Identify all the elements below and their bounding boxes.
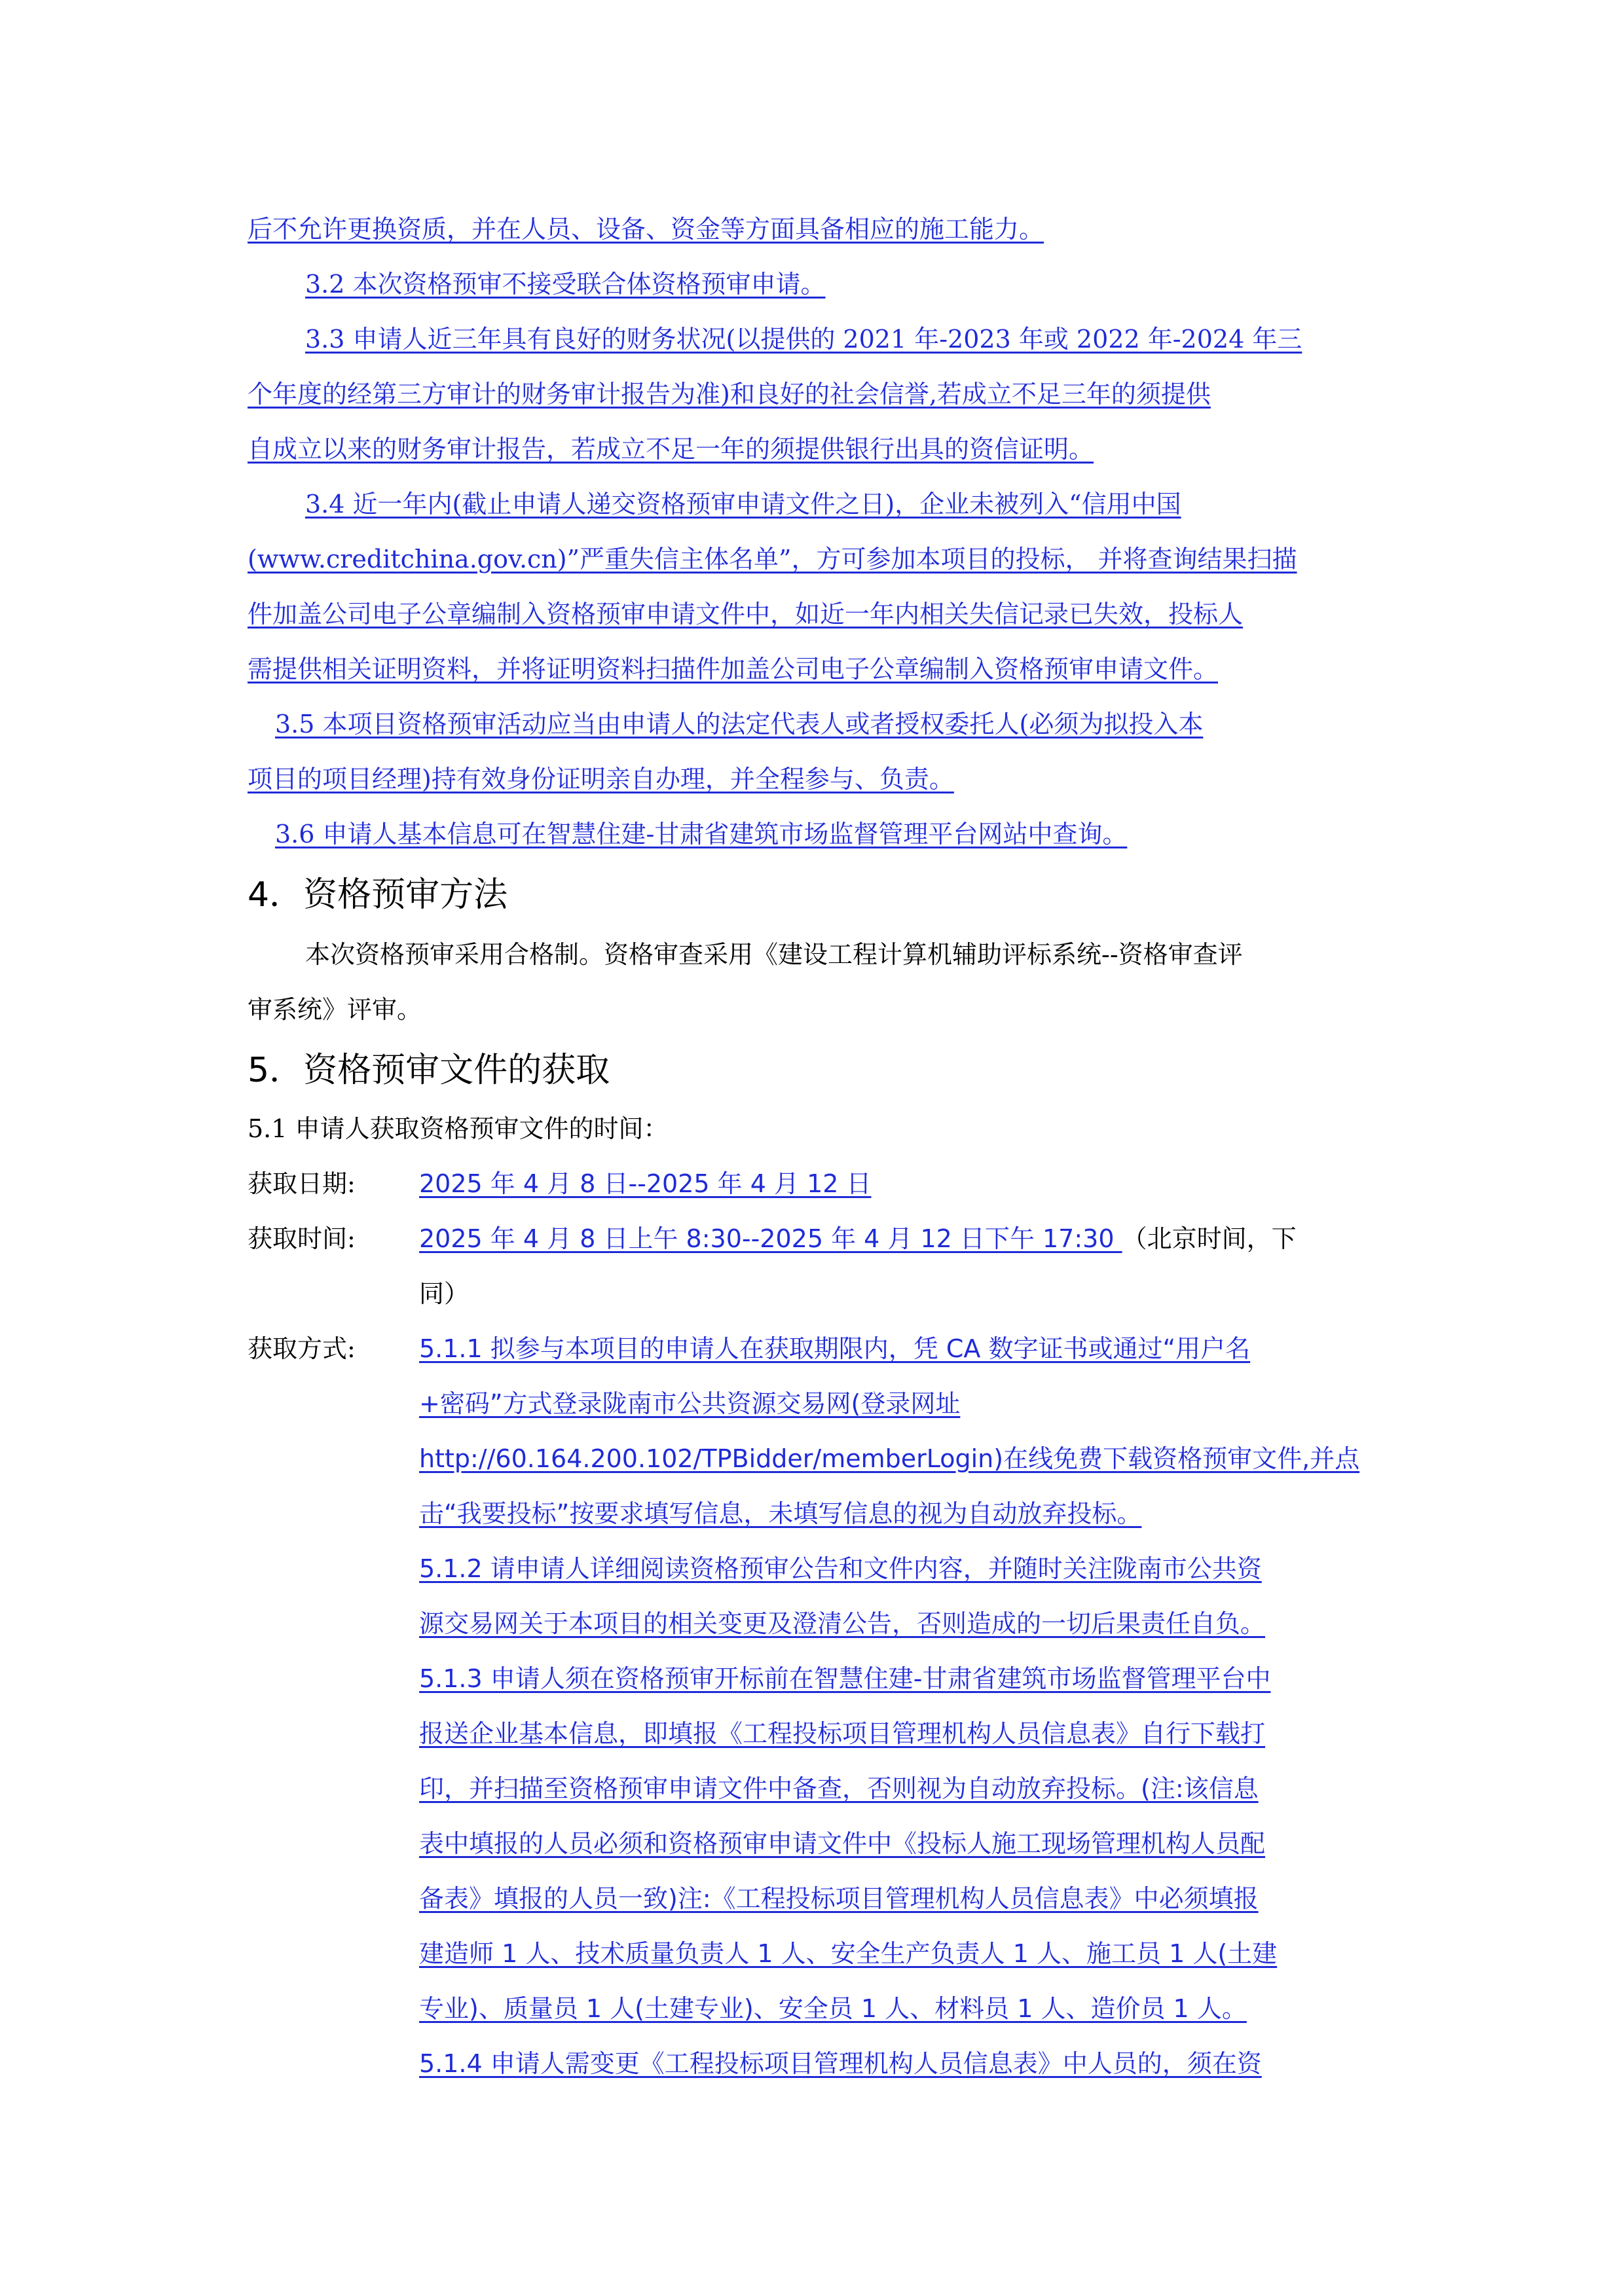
time-value: 2025 年 4 月 8 日上午 8:30--2025 年 4 月 12 日下午 17:30 bbox=[419, 1224, 1122, 1253]
section4-paragraph: 本次资格预审采用合格制。资格审查采用《建设工程计算机辅助评标系统--资格审查评 bbox=[305, 940, 1243, 969]
section3-line: 后不允许更换资质，并在人员、设备、资金等方面具备相应的施工能力。 bbox=[248, 215, 1044, 244]
login-url-link[interactable]: http://60.164.200.102/TPBidder/memberLogin)在线免费下载资格预审文件,并点 bbox=[419, 1444, 1360, 1473]
item-5-1-1-cont: +密码”方式登录陇南市公共资源交易网(登录网址 bbox=[419, 1389, 961, 1418]
time-label: 获取时间: bbox=[248, 1224, 356, 1253]
time-note-cont: 同） bbox=[419, 1279, 470, 1308]
time-note: （北京时间，下 bbox=[1122, 1224, 1297, 1253]
item-5-1-3-cont: 表中填报的人员必须和资格预审申请文件中《投标人施工现场管理机构人员配 bbox=[419, 1829, 1266, 1858]
item-3-4-cont: 需提供相关证明资料，并将证明资料扫描件加盖公司电子公章编制入资格预审申请文件。 bbox=[248, 655, 1219, 683]
item-3-3-cont: 自成立以来的财务审计报告，若成立不足一年的须提供银行出具的资信证明。 bbox=[248, 435, 1094, 464]
section4-heading: 4．资格预审方法 bbox=[248, 875, 508, 915]
item-5-1-3-cont: 印，并扫描至资格预审申请文件中备查，否则视为自动放弃投标。(注:该信息 bbox=[419, 1774, 1259, 1803]
item-5-1-3-cont: 建造师 1 人、技术质量负责人 1 人、安全生产负责人 1 人、施工员 1 人(土建 bbox=[419, 1939, 1278, 1968]
item-3-4-cont: (www.creditchina.gov.cn)”严重失信主体名单”，方可参加本项目的投标， 并将查询结果扫描 bbox=[248, 545, 1297, 574]
item-3-4: 3.4 近一年内(截止申请人递交资格预审申请文件之日)，企业未被列入“信用中国 bbox=[305, 490, 1181, 519]
section4-paragraph-cont: 审系统》评审。 bbox=[248, 995, 422, 1024]
item-5-1-3-cont: 报送企业基本信息，即填报《工程投标项目管理机构人员信息表》自行下载打 bbox=[419, 1719, 1266, 1748]
item-5-1-1: 5.1.1 拟参与本项目的申请人在获取期限内，凭 CA 数字证书或通过“用户名 bbox=[419, 1334, 1251, 1363]
item-5-1-3-cont: 备表》填报的人员一致)注:《工程投标项目管理机构人员信息表》中必须填报 bbox=[419, 1884, 1259, 1913]
section5-heading: 5．资格预审文件的获取 bbox=[248, 1051, 610, 1090]
item-3-6: 3.6 申请人基本信息可在智慧住建-甘肃省建筑市场监督管理平台网站中查询。 bbox=[275, 820, 1128, 848]
item-5-1-2-cont: 源交易网关于本项目的相关变更及澄清公告，否则造成的一切后果责任自负。 bbox=[419, 1609, 1266, 1638]
method-label: 获取方式: bbox=[248, 1334, 356, 1363]
item-5-1-4: 5.1.4 申请人需变更《工程投标项目管理机构人员信息表》中人员的，须在资 bbox=[419, 2049, 1262, 2078]
item-5-1-2: 5.1.2 请申请人详细阅读资格预审公告和文件内容，并随时关注陇南市公共资 bbox=[419, 1554, 1262, 1583]
time-row bbox=[419, 1220, 1388, 1257]
section5-1-subheading: 5.1 申请人获取资格预审文件的时间： bbox=[248, 1114, 669, 1143]
item-3-3: 3.3 申请人近三年具有良好的财务状况(以提供的 2021 年-2023 年或 2022 年-2024 年三 bbox=[305, 325, 1302, 354]
item-3-5-cont: 项目的项目经理)持有效身份证明亲自办理，并全程参与、负责。 bbox=[248, 765, 954, 793]
item-3-2: 3.2 本次资格预审不接受联合体资格预审申请。 bbox=[305, 270, 826, 299]
item-3-3-cont: 个年度的经第三方审计的财务审计报告为准)和良好的社会信誉,若成立不足三年的须提供 bbox=[248, 380, 1211, 409]
date-label: 获取日期: bbox=[248, 1169, 356, 1198]
item-3-5: 3.5 本项目资格预审活动应当由申请人的法定代表人或者授权委托人(必须为拟投入本 bbox=[275, 710, 1204, 738]
date-value: 2025 年 4 月 8 日--2025 年 4 月 12 日 bbox=[419, 1169, 872, 1198]
item-5-1-3-cont: 专业)、质量员 1 人(土建专业)、安全员 1 人、材料员 1 人、造价员 1 人。 bbox=[419, 1994, 1247, 2023]
item-3-4-cont: 件加盖公司电子公章编制入资格预审申请文件中，如近一年内相关失信记录已失效，投标人 bbox=[248, 600, 1244, 629]
item-5-1-3: 5.1.3 申请人须在资格预审开标前在智慧住建-甘肃省建筑市场监督管理平台中 bbox=[419, 1664, 1271, 1693]
item-5-1-1-cont: 击“我要投标”按要求填写信息，未填写信息的视为自动放弃投标。 bbox=[419, 1499, 1142, 1528]
